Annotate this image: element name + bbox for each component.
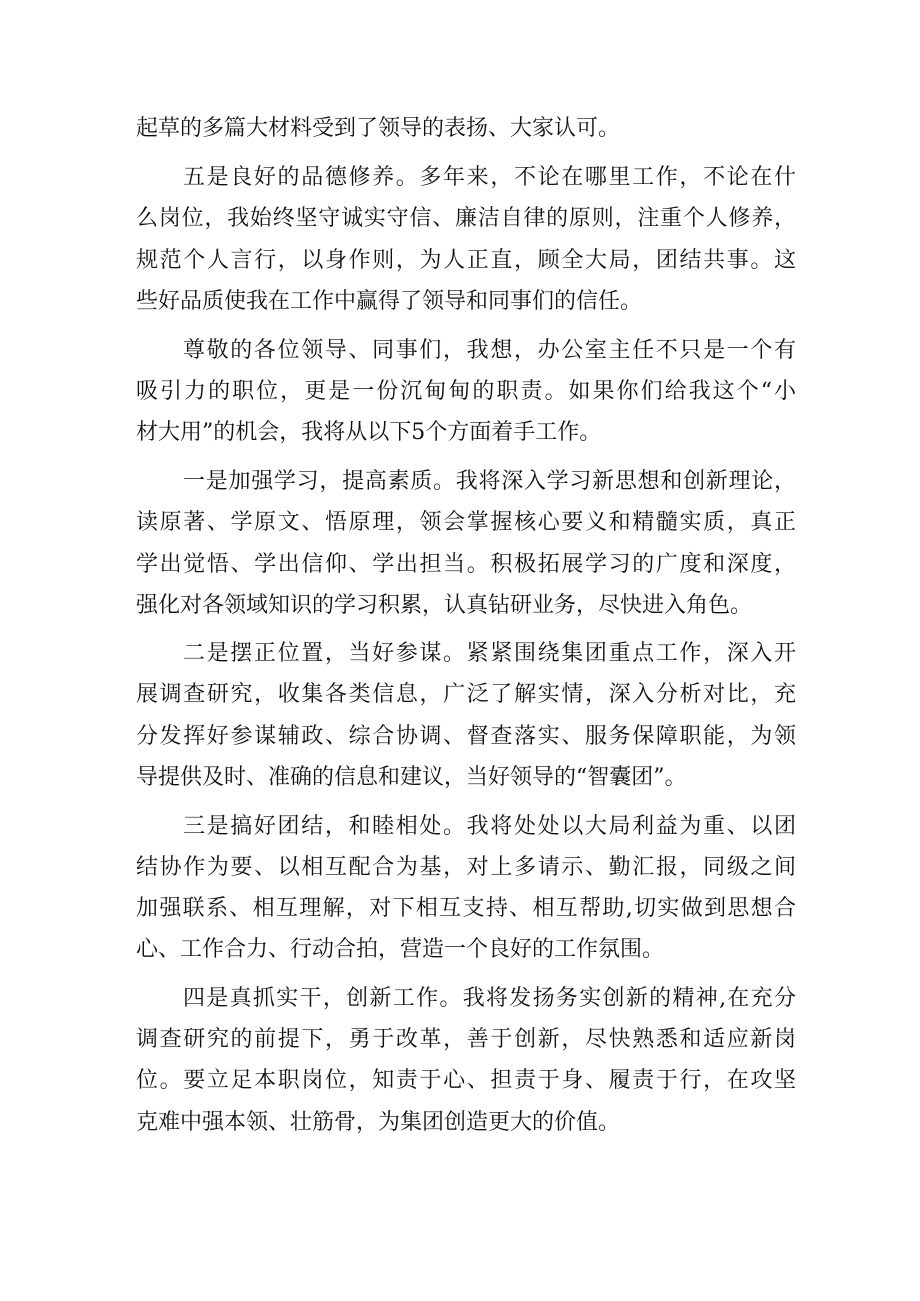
text-line: 克难中强本领、壮筋骨，为集团创造更大的价值。 bbox=[136, 1110, 621, 1135]
text-line: 强化对各领域知识的学习积累，认真钻研业务，尽快进入角色。 bbox=[136, 593, 753, 618]
text-line: 位。要立足本职岗位，知责于心、担责于身、履责于行，在攻坚 bbox=[136, 1068, 796, 1093]
text-line: 导提供及时、准确的信息和建议，当好领导的“智囊团”。 bbox=[136, 765, 687, 790]
text-line: 加强联系、相互理解，对下相互支持、相互帮助,切实做到思想合 bbox=[136, 896, 796, 921]
text-line: 规范个人言行，以身作则，为人正直，顾全大局，团结共事。这 bbox=[136, 248, 796, 273]
text-line: 四是真抓实干，创新工作。我将发扬务实创新的精神,在充分 bbox=[183, 986, 796, 1011]
text-line: 些好品质使我在工作中赢得了领导和同事们的信任。 bbox=[136, 289, 643, 314]
text-line: 材大用”的机会，我将从以下5个方面着手工作。 bbox=[136, 420, 602, 445]
text-line: 尊敬的各位领导、同事们，我想，办公室主任不只是一个有 bbox=[183, 338, 796, 363]
text-line: 分发挥好参谋辅政、综合协调、督查落实、服务保障职能，为领 bbox=[136, 724, 796, 749]
text-line: 二是摆正位置，当好参谋。紧紧围绕集团重点工作，深入开 bbox=[183, 641, 796, 666]
text-line: 三是搞好团结，和睦相处。我将处处以大局利益为重、以团 bbox=[183, 814, 796, 839]
text-line: 展调查研究，收集各类信息，广泛了解实情，深入分析对比，充 bbox=[136, 682, 796, 707]
text-line: 学出觉悟、学出信仰、学出担当。积极拓展学习的广度和深度， bbox=[136, 552, 796, 577]
text-line: 五是良好的品德修养。多年来，不论在哪里工作，不论在什 bbox=[183, 165, 796, 190]
text-line: 调查研究的前提下，勇于改革，善于创新，尽快熟悉和适应新岗 bbox=[136, 1027, 796, 1052]
text-line: 读原著、学原文、悟原理，领会掌握核心要义和精髓实质，真正 bbox=[136, 510, 796, 535]
text-line: 一是加强学习，提高素质。我将深入学习新思想和创新理论， bbox=[183, 469, 796, 494]
text-line: 起草的多篇大材料受到了领导的表扬、大家认可。 bbox=[136, 116, 621, 141]
text-line: 结协作为要、以相互配合为基，对上多请示、勤汇报，同级之间 bbox=[136, 855, 796, 880]
text-line: 么岗位，我始终坚守诚实守信、廉洁自律的原则，注重个人修养， bbox=[136, 206, 796, 231]
text-line: 吸引力的职位，更是一份沉甸甸的职责。如果你们给我这个“小 bbox=[136, 379, 796, 404]
text-line: 心、工作合力、行动合拍，营造一个良好的工作氛围。 bbox=[136, 937, 665, 962]
